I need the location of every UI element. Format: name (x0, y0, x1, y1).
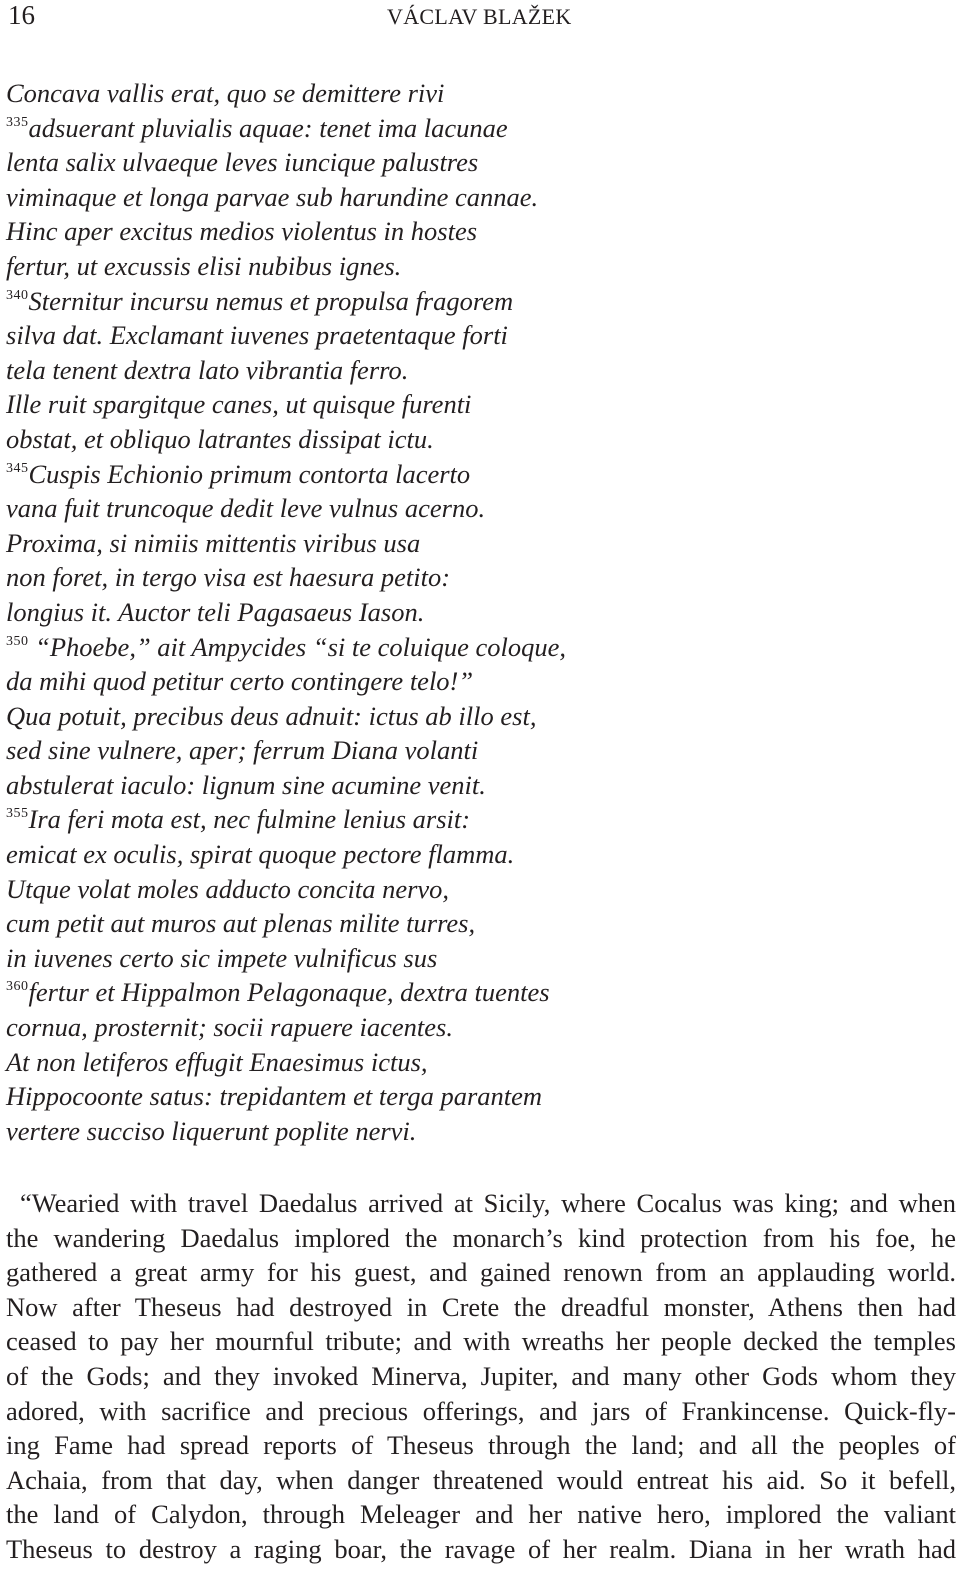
verse-line (6, 422, 946, 457)
verse-line (6, 284, 946, 319)
verse-line (6, 1079, 946, 1114)
verse-text: fertur et Hippalmon Pelagonaque, dextra tuentes (28, 977, 550, 1008)
verse-text: Ira feri mota est, nec fulmine lenius arsit: (28, 804, 471, 835)
verse-text: Hinc aper excitus medios violentus in hostes (6, 216, 478, 247)
verse-text: tela tenent dextra lato vibrantia ferro. (6, 354, 409, 385)
verse-text: silva dat. Exclamant iuvenes praetentaque forti (6, 320, 508, 351)
verse-text: emicat ex oculis, spirat quoque pectore flamma. (6, 839, 515, 870)
verse-text: non foret, in tergo visa est haesura petito: (6, 562, 451, 593)
line-number: 340 (6, 287, 29, 303)
verse-line (6, 387, 946, 422)
verse-line (6, 318, 946, 353)
verse-text: vana fuit truncoque dedit leve vulnus acerno. (6, 493, 486, 524)
verse-line (6, 214, 946, 249)
prose-line: the land of Calydon, through Meleager and her native hero, implored the valiant (6, 1499, 956, 1530)
verse-text: lenta salix ulvaeque leves iuncique palustres (6, 147, 479, 178)
running-head: VÁCLAV BLAŽEK (387, 4, 572, 29)
verse-line (6, 941, 946, 976)
line-number: 350 (6, 633, 29, 649)
verse-line (6, 768, 946, 803)
verse-line (6, 802, 946, 837)
latin-verse-block (6, 76, 946, 1148)
verse-text: Ille ruit spargitque canes, ut quisque furenti (6, 389, 472, 420)
verse-line (6, 457, 946, 492)
prose-line: gathered a great army for his guest, and gained renown from an applauding world. (6, 1257, 956, 1288)
verse-line (6, 249, 946, 284)
verse-text: Concava vallis erat, quo se demittere rivi (6, 78, 445, 108)
line-number: 335 (6, 114, 29, 130)
prose-line: of the Gods; and they invoked Minerva, Jupiter, and many other Gods whom they (6, 1360, 956, 1391)
verse-text: Cuspis Echionio primum contorta lacerto (28, 458, 471, 489)
verse-line (6, 353, 946, 388)
verse-text: Sternitur incursu nemus et propulsa fragorem (28, 285, 514, 316)
verse-line (6, 526, 946, 561)
verse-text: in iuvenes certo sic impete vulnificus sus (6, 942, 438, 973)
verse-line (6, 975, 946, 1010)
verse-line (6, 111, 946, 146)
verse-line (6, 180, 946, 215)
verse-text: Qua potuit, precibus deus adnuit: ictus ab illo est, (6, 700, 537, 731)
verse-line (6, 76, 946, 111)
verse-line (6, 595, 946, 630)
line-number: 345 (6, 460, 29, 476)
verse-line (6, 699, 946, 734)
verse-line (6, 560, 946, 595)
verse-text: cum petit aut muros aut plenas milite turres, (6, 908, 476, 939)
prose-line: adored, with sacrifice and precious offerings, and jars of Frankincense. Quick-fly- (6, 1395, 956, 1426)
verse-text: cornua, prosternit; socii rapuere iacentes. (6, 1012, 453, 1043)
verse-text: obstat, et obliquo latrantes dissipat ictu. (6, 423, 434, 454)
verse-line (6, 1045, 946, 1080)
verse-line (6, 733, 946, 768)
page-number: 16 (8, 0, 35, 30)
verse-text: abstulerat iaculo: lignum sine acumine venit. (6, 769, 486, 800)
verse-line (6, 664, 946, 699)
page-header (0, 0, 960, 40)
verse-line (6, 872, 946, 907)
verse-text: Utque volat moles adducto concita nervo, (6, 873, 450, 904)
verse-text: vertere succiso liquerunt poplite nervi. (6, 1115, 417, 1146)
prose-line: the wandering Daedalus implored the monarch’s kind protection from his foe, he (6, 1222, 956, 1253)
prose-line: Now after Theseus had destroyed in Crete the dreadful monster, Athens then had (6, 1291, 956, 1322)
verse-line (6, 1010, 946, 1045)
verse-line (6, 1114, 946, 1149)
verse-text: Proxima, si nimiis mittentis viribus usa (6, 527, 421, 558)
verse-text: Hippocoonte satus: trepidantem et terga parantem (6, 1081, 543, 1112)
verse-text: At non letiferos effugit Enaesimus ictus, (6, 1046, 428, 1077)
verse-text: longius it. Auctor teli Pagasaeus Iason. (6, 596, 425, 627)
verse-text: “Phoebe,” ait Ampycides “si te coluique coloque, (28, 631, 567, 662)
prose-line: Achaia, from that day, when danger threatened would entreat his aid. So it befell, (6, 1464, 956, 1495)
prose-line: ceased to pay her mournful tribute; and with wreaths her people decked the temples (6, 1326, 956, 1357)
verse-line (6, 145, 946, 180)
verse-line (6, 630, 946, 665)
verse-text: adsuerant pluvialis aquae: tenet ima lacunae (28, 112, 508, 143)
prose-line: ing Fame had spread reports of Theseus through the land; and all the peoples of (6, 1430, 956, 1461)
line-number: 360 (6, 979, 29, 995)
prose-line: “Wearied with travel Daedalus arrived at Sicily, where Cocalus was king; and when (20, 1188, 956, 1218)
verse-line (6, 491, 946, 526)
verse-text: fertur, ut excussis elisi nubibus ignes. (6, 250, 402, 281)
line-number: 355 (6, 806, 29, 822)
verse-line (6, 906, 946, 941)
verse-line (6, 837, 946, 872)
verse-text: da mihi quod petitur certo contingere telo!” (6, 666, 474, 697)
verse-text: viminaque et longa parvae sub harundine cannae. (6, 181, 539, 212)
verse-text: sed sine vulnere, aper; ferrum Diana volanti (6, 735, 479, 766)
english-translation-paragraph (6, 1186, 956, 1567)
prose-line: Theseus to destroy a raging boar, the ravage of her realm. Diana in her wrath had (6, 1533, 956, 1564)
